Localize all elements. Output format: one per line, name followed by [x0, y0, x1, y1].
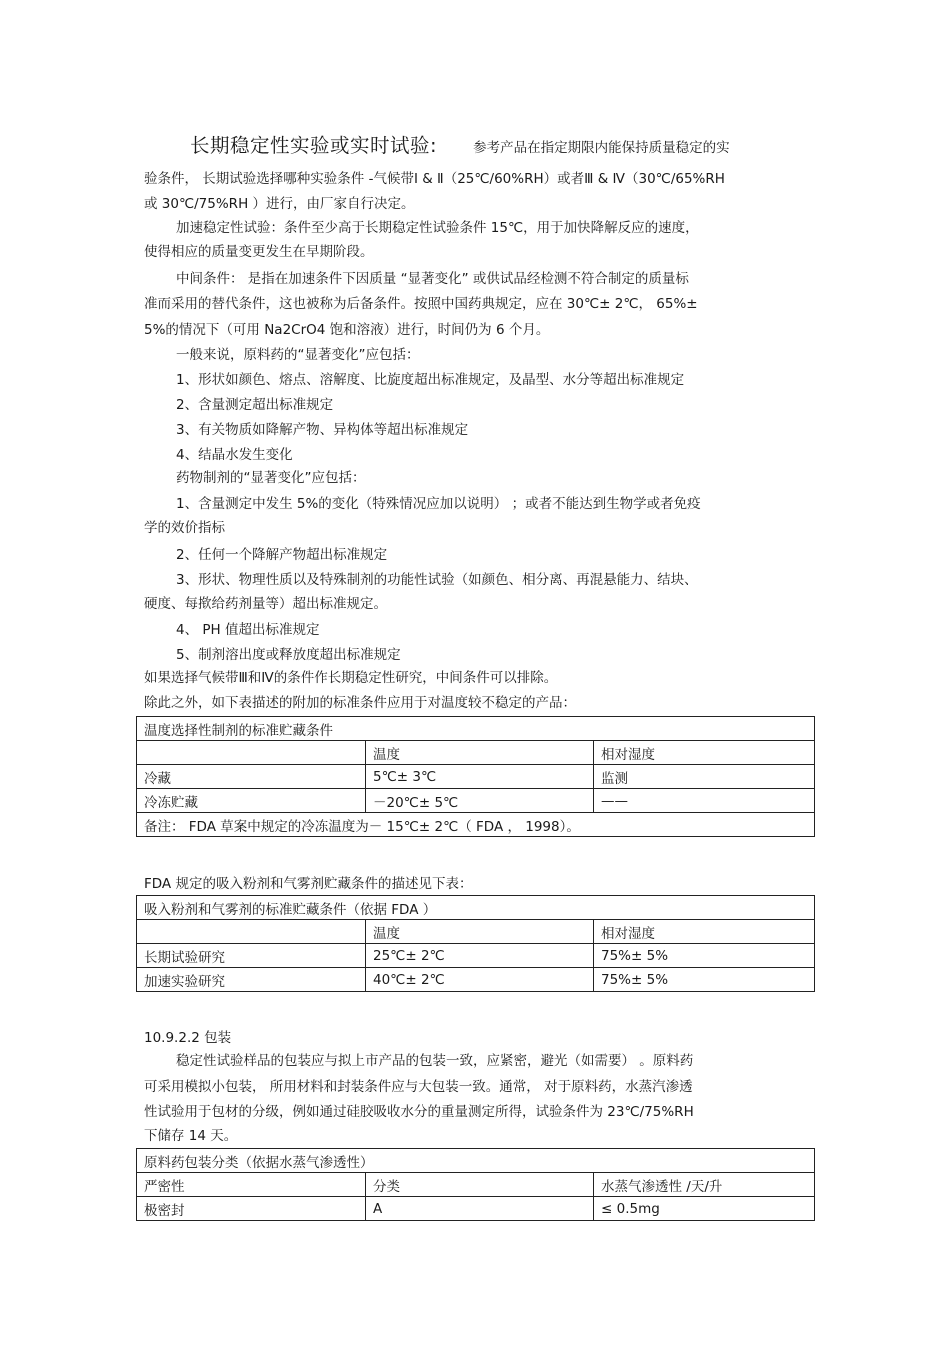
table-cell: 40℃± 2℃: [366, 968, 594, 992]
section-heading: 10.9.2.2 包装: [144, 1030, 232, 1046]
paragraph-line: 稳定性试验样品的包装应与拟上市产品的包装一致，应紧密，避光（如需要） 。原料药: [176, 1053, 694, 1069]
list-item: 4、 PH 值超出标准规定: [176, 622, 320, 638]
paragraph-line: 或 30℃/75%RH ）进行，由厂家自行决定。: [144, 196, 415, 212]
table-row: [137, 968, 815, 992]
paragraph-line: 5%的情况下（可用 Na2CrO4 饱和溶液）进行，时间仍为 6 个月。: [144, 322, 550, 338]
inhalation-storage-table: [136, 895, 815, 992]
table-header-cell: 温度: [366, 920, 594, 944]
paragraph-line: 准而采用的替代条件，这也被称为后备条件。按照中国药典规定，应在 30℃± 2℃， 65%±: [144, 296, 698, 312]
table-header-cell: 相对湿度: [594, 741, 815, 765]
table-header-cell: 温度: [366, 741, 594, 765]
table-cell: 75%± 5%: [594, 968, 815, 992]
table-cell: ——: [594, 789, 815, 813]
title-main: 长期稳定性实验或实时试验:: [190, 134, 438, 157]
table-row: [137, 765, 815, 789]
list-item: 1、形状如颜色、熔点、溶解度、比旋度超出标准规定，及晶型、水分等超出标准规定: [176, 372, 685, 388]
paragraph-line: 除此之外，如下表描述的附加的标准条件应用于对温度较不稳定的产品：: [144, 695, 576, 711]
table-row: [137, 1197, 815, 1221]
table-header-cell: [137, 920, 366, 944]
table-header-cell: 严密性: [137, 1173, 366, 1197]
paragraph-line: 可采用模拟小包装， 所用材料和封装条件应与大包装一致。通常， 对于原料药，水蒸汽渗透: [144, 1079, 693, 1095]
paragraph-line: 验条件， 长期试验选择哪种实验条件 -气候带Ⅰ & Ⅱ（25℃/60%RH）或者Ⅲ & Ⅳ（30℃/65%RH: [144, 171, 725, 187]
table-cell: 极密封: [137, 1197, 366, 1221]
table-cell: －20℃± 5℃: [366, 789, 594, 813]
table-cell: 冷藏: [137, 765, 366, 789]
packaging-classification-table: [136, 1148, 815, 1221]
table-cell: ≤ 0.5mg: [594, 1197, 815, 1221]
paragraph-line: 中间条件： 是指在加速条件下因质量 “显著变化” 或供试品经检测不符合制定的质量标: [176, 271, 689, 287]
paragraph-line: 学的效价指标: [144, 520, 225, 536]
paragraph-line: 使得相应的质量变更发生在早期阶段。: [144, 244, 374, 260]
table-cell: A: [366, 1197, 594, 1221]
table-cell: 长期试验研究: [137, 944, 366, 968]
list-item: 3、形状、物理性质以及特殊制剂的功能性试验（如颜色、相分离、再混悬能力、结块、: [176, 572, 698, 588]
table-header-row: [137, 920, 815, 944]
table-header-row: [137, 1173, 815, 1197]
list-item: 2、任何一个降解产物超出标准规定: [176, 547, 388, 563]
paragraph-line: 一般来说，原料药的“显著变化”应包括：: [176, 347, 420, 363]
paragraph-line: FDA 规定的吸入粉剂和气雾剂贮藏条件的描述见下表：: [144, 876, 473, 892]
table-cell: 加速实验研究: [137, 968, 366, 992]
table-header-row: [137, 741, 815, 765]
table-row: [137, 789, 815, 813]
table-cell: 5℃± 3℃: [366, 765, 594, 789]
paragraph-line: 下储存 14 天。: [144, 1128, 238, 1144]
table-row: [137, 944, 815, 968]
page-title: [190, 130, 730, 158]
list-item: 1、含量测定中发生 5%的变化（特殊情况应加以说明） ；或者不能达到生物学或者免疫: [176, 496, 701, 512]
table-cell: 75%± 5%: [594, 944, 815, 968]
list-item: 4、结晶水发生变化: [176, 447, 293, 463]
title-subtext: 参考产品在指定期限内能保持质量稳定的实: [473, 140, 730, 156]
table-note: 备注： FDA 草案中规定的冷冻温度为－ 15℃± 2℃（ FDA ， 1998）。: [137, 813, 815, 837]
table-caption: 吸入粉剂和气雾剂的标准贮藏条件（依据 FDA ）: [137, 896, 815, 920]
table-cell: 监测: [594, 765, 815, 789]
table-caption: 原料药包装分类（依据水蒸气渗透性）: [137, 1149, 815, 1173]
table-header-cell: 相对湿度: [594, 920, 815, 944]
list-item: 2、含量测定超出标准规定: [176, 397, 334, 413]
paragraph-line: 性试验用于包材的分级，例如通过硅胶吸收水分的重量测定所得，试验条件为 23℃/75%RH: [144, 1104, 694, 1120]
table-header-cell: 水蒸气渗透性 /天/升: [594, 1173, 815, 1197]
paragraph-line: 加速稳定性试验：条件至少高于长期稳定性试验条件 15℃，用于加快降解反应的速度，: [176, 220, 699, 236]
list-item: 5、制剂溶出度或释放度超出标准规定: [176, 647, 401, 663]
table-cell: 冷冻贮藏: [137, 789, 366, 813]
paragraph-line: 药物制剂的“显著变化”应包括：: [176, 470, 366, 486]
table-caption: 温度选择性制剂的标准贮藏条件: [137, 717, 815, 741]
temperature-storage-table: [136, 716, 815, 837]
paragraph-line: 如果选择气候带Ⅲ和Ⅳ的条件作长期稳定性研究，中间条件可以排除。: [144, 670, 558, 686]
table-cell: 25℃± 2℃: [366, 944, 594, 968]
paragraph-line: 硬度、每揿给药剂量等）超出标准规定。: [144, 596, 387, 612]
table-header-cell: [137, 741, 366, 765]
list-item: 3、有关物质如降解产物、异构体等超出标准规定: [176, 422, 469, 438]
table-header-cell: 分类: [366, 1173, 594, 1197]
